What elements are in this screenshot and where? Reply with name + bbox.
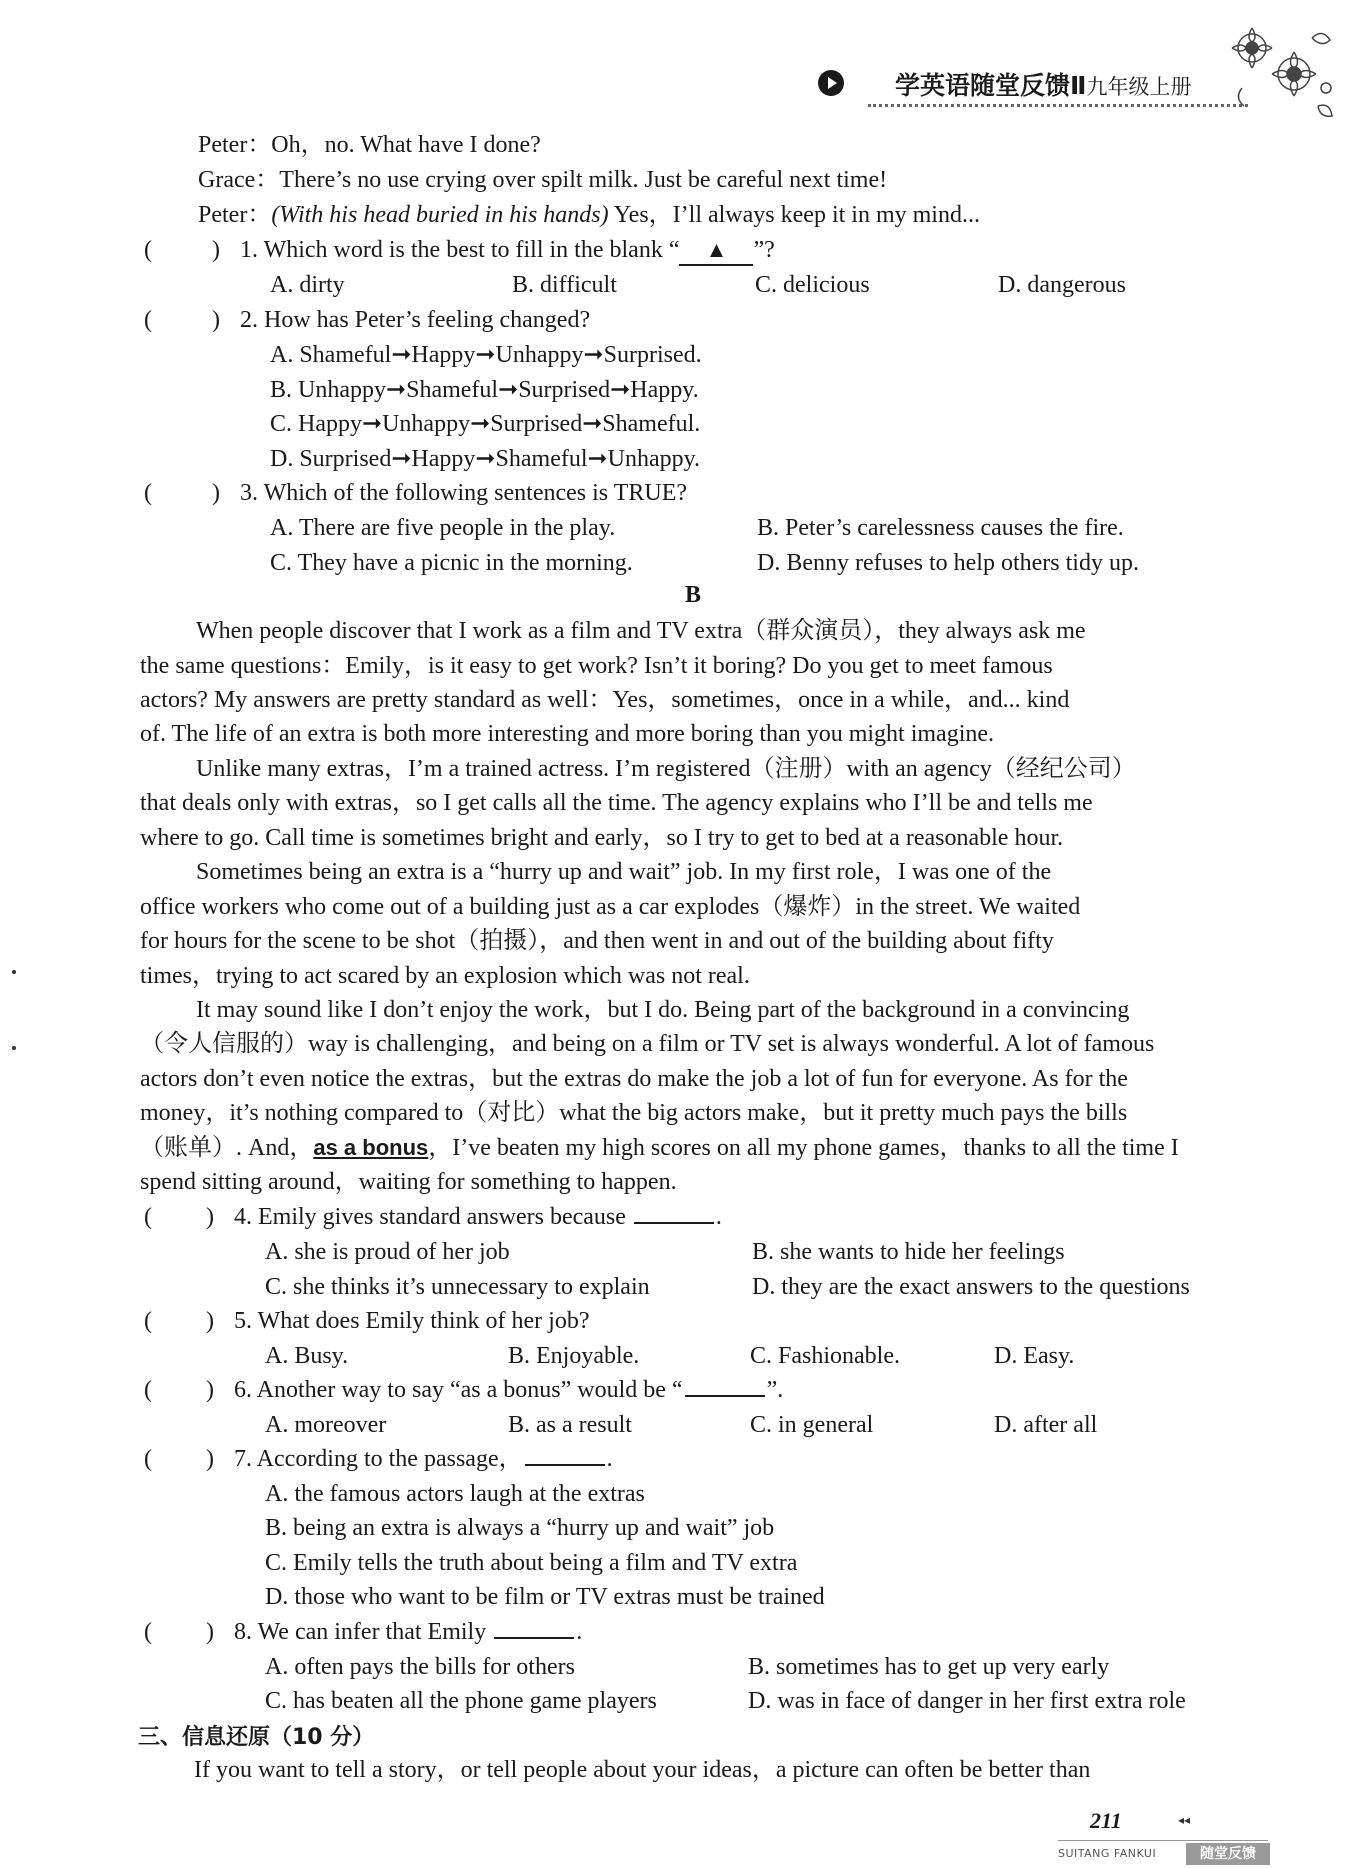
option-b: B. Enjoyable. [508,1343,640,1369]
question-2-option [0,338,1350,372]
option-c: C. Emily tells the truth about being a film and TV extra [265,1550,798,1576]
option-d: D. dangerous [998,272,1126,298]
option-c: C. she thinks it’s unnecessary to explain [265,1274,650,1300]
question-1-options [0,268,1350,302]
option-d: D. Benny refuses to help others tidy up. [757,550,1139,576]
answer-bracket-close: ) [206,1446,214,1472]
passage-line: for hours for the scene to be shot（拍摄），and then went in and out of the building about fifty [140,928,1054,954]
option-d: D. Easy. [994,1343,1075,1369]
page-header [0,0,1350,130]
passage-line: money，it’s nothing compared to（对比）what the big actors make，but it pretty much pays the bills [140,1100,1128,1126]
passage-line: （账单）. And，as a bonus，I’ve beaten my high scores on all my phone games，thanks to all the time I [140,1135,1179,1161]
answer-bracket-open[interactable]: ( [144,1204,152,1230]
question-1: ( ) 1. Which word is the best to fill in the blank “ ▲ ”? [0,233,1350,267]
passage-line: office workers who come out of a building just as a car explodes（爆炸）in the street. We waited [140,894,1081,920]
option-a: A. Shameful➞Happy➞Unhappy➞Surprised. [270,342,702,368]
answer-bracket-close: ) [206,1204,214,1230]
option-d: D. after all [994,1412,1098,1438]
dialogue-line: Peter：(With his head buried in his hands) Yes，I’ll always keep it in my mind... [198,202,980,228]
answer-blank[interactable] [525,1444,605,1466]
question-7: ( ) 7. According to the passage， . [0,1442,1350,1476]
passage-line: the same questions：Emily，is it easy to get work? Isn’t it boring? Do you get to meet famous [140,653,1053,679]
option-a: A. There are five people in the play. [270,515,616,541]
option-b: B. being an extra is always a “hurry up and wait” job [265,1515,775,1541]
answer-bracket-open[interactable]: ( [144,480,152,506]
option-a: A. Busy. [265,1343,349,1369]
question-7-option [0,1511,1350,1545]
passage-line: of. The life of an extra is both more interesting and more boring than you might imagine. [140,721,995,747]
option-b: B. difficult [512,272,617,298]
option-a: A. often pays the bills for others [265,1654,575,1680]
passage-line: If you want to tell a story，or tell people about your ideas，a picture can often be better than [194,1757,1091,1783]
option-d: D. was in face of danger in her first extra role [748,1688,1186,1714]
blank-triangle-icon: ▲ [679,238,753,266]
answer-bracket-open[interactable]: ( [144,1619,152,1645]
option-c: C. They have a picnic in the morning. [270,550,633,576]
answer-bracket-open[interactable]: ( [144,1377,152,1403]
answer-bracket-close: ) [206,1619,214,1645]
option-c: C. Happy➞Unhappy➞Surprised➞Shameful. [270,411,701,437]
option-c: C. has beaten all the phone game players [265,1688,657,1714]
question-3: ( ) 3. Which of the following sentences is TRUE? [0,476,1350,510]
dialogue-line: Grace：There’s no use crying over spilt milk. Just be careful next time! [198,167,888,193]
answer-bracket-close: ) [212,480,220,506]
question-4-options [0,1235,1350,1269]
passage-line: that deals only with extras，so I get calls all the time. The agency explains who I’ll be and tells me [140,790,1093,816]
question-2-option [0,407,1350,441]
question-5: ( ) 5. What does Emily think of her job? [0,1304,1350,1338]
section-3-heading: 三、信息还原（10 分） [138,1725,375,1750]
option-b: B. sometimes has to get up very early [748,1654,1110,1680]
question-8-options [0,1650,1350,1684]
question-5-options [0,1339,1350,1373]
option-c: C. in general [750,1412,874,1438]
question-3-options [0,546,1350,580]
option-a: A. the famous actors laugh at the extras [265,1481,645,1507]
option-a: A. she is proud of her job [265,1239,510,1265]
answer-bracket-open[interactable]: ( [144,237,152,263]
question-7-option [0,1580,1350,1614]
passage-line: spend sitting around，waiting for something to happen. [140,1169,677,1195]
question-8: ( ) 8. We can infer that Emily . [0,1615,1350,1649]
section-b-heading: B [685,582,702,608]
option-d: D. those who want to be film or TV extras must be trained [265,1584,825,1610]
passage-line: where to go. Call time is sometimes bright and early，so I try to get to bed at a reasonable hour. [140,825,1064,851]
answer-blank[interactable] [685,1375,765,1397]
option-b: B. as a result [508,1412,632,1438]
header-dotted-rule [868,104,1248,107]
stage-direction: (With his head buried in his hands) [271,202,609,228]
question-6-options [0,1408,1350,1442]
answer-bracket-close: ) [212,307,220,333]
question-6: ( ) 6. Another way to say “as a bonus” would be “ ”. [0,1373,1350,1407]
question-4: ( ) 4. Emily gives standard answers because . [0,1200,1350,1234]
option-b: B. Unhappy➞Shameful➞Surprised➞Happy. [270,377,699,403]
answer-bracket-open[interactable]: ( [144,1308,152,1334]
double-arrow-left-icon: ◂◂ [1178,1813,1191,1827]
answer-bracket-close: ) [212,237,220,263]
passage-line: （令人信服的）way is challenging，and being on a film or TV set is always wonderful. A lot of famous [140,1031,1155,1057]
question-2: ( ) 2. How has Peter’s feeling changed? [0,303,1350,337]
option-a: A. dirty [270,272,345,298]
question-2-option [0,442,1350,476]
option-c: C. delicious [755,272,870,298]
passage-line: actors don’t even notice the extras，but the extras do make the job a lot of fun for everyone. As for the [140,1066,1128,1092]
question-8-options [0,1684,1350,1718]
dialogue-line: Peter：Oh，no. What have I done? [198,132,541,158]
question-2-option [0,373,1350,407]
passage-line: It may sound like I don’t enjoy the work，but I do. Being part of the background in a convincing [196,997,1130,1023]
passage-line: actors? My answers are pretty standard as well：Yes，sometimes，once in a while，and... kind [140,687,1070,713]
answer-blank[interactable] [494,1617,574,1639]
footer-rule [1058,1840,1268,1841]
answer-bracket-open[interactable]: ( [144,307,152,333]
option-c: C. Fashionable. [750,1343,900,1369]
book-title [895,66,1191,102]
passage-line: When people discover that I work as a film and TV extra（群众演员），they always ask me [196,618,1086,644]
option-a: A. moreover [265,1412,387,1438]
book-title-text: 学英语随堂反馈Ⅱ [895,71,1087,100]
page-number: 211 [1090,1808,1122,1833]
answer-bracket-close: ) [206,1377,214,1403]
grade-label: 九年级上册 [1086,75,1192,99]
option-d: D. they are the exact answers to the questions [752,1274,1190,1300]
footer-brand [1058,1843,1268,1865]
brand-chinese: 随堂反馈 [1186,1843,1270,1865]
question-4-options [0,1270,1350,1304]
passage-line: Unlike many extras，I’m a trained actress. I’m registered（注册）with an agency（经纪公司） [196,756,1136,782]
option-b: B. Peter’s carelessness causes the fire. [757,515,1124,541]
passage-line: times，trying to act scared by an explosion which was not real. [140,963,750,989]
option-d: D. Surprised➞Happy➞Shameful➞Unhappy. [270,446,701,472]
option-b: B. she wants to hide her feelings [752,1239,1065,1265]
answer-bracket-open[interactable]: ( [144,1446,152,1472]
play-icon [818,70,844,96]
underlined-phrase: as a bonus [313,1135,429,1160]
passage-line: Sometimes being an extra is a “hurry up and wait” job. In my first role，I was one of the [196,859,1052,885]
question-7-option [0,1546,1350,1580]
answer-bracket-close: ) [206,1308,214,1334]
question-7-option [0,1477,1350,1511]
brand-english: SUITANG FANKUI [1058,1847,1157,1860]
flower-decoration-icon [1222,18,1342,128]
question-3-options [0,511,1350,545]
answer-blank[interactable] [634,1202,714,1224]
